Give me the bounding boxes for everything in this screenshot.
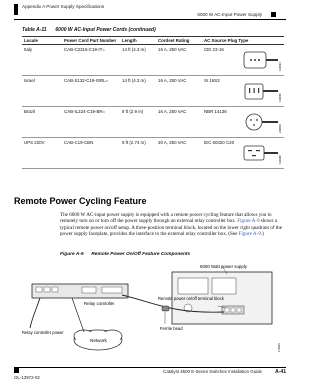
footer-rule bbox=[14, 367, 286, 368]
ferrite-bead bbox=[162, 306, 169, 311]
cell-rating: 20 A, 250 VAC bbox=[156, 138, 202, 169]
figure-id: 270953 bbox=[278, 343, 281, 352]
footer-doc-number: OL-13972-02 bbox=[14, 375, 40, 380]
cell-plug bbox=[202, 107, 284, 138]
figure-link[interactable]: Figure A-9 bbox=[238, 231, 261, 238]
plug-type-label: CEI 23-16 bbox=[204, 47, 224, 52]
footer-marker bbox=[14, 368, 19, 373]
relay-controller-label: Relay controller bbox=[84, 301, 115, 306]
cell-part-number: CAB-C2316-C19-IT= bbox=[62, 45, 120, 76]
cell-rating: 16 A, 250 VAC bbox=[156, 76, 202, 107]
remote-power-figure bbox=[22, 262, 284, 360]
network-label: Network bbox=[90, 338, 107, 343]
plug-type-label: SI 16S3 bbox=[204, 78, 220, 83]
cell-locale: Italy bbox=[22, 45, 62, 76]
table-row bbox=[22, 107, 284, 138]
cell-plug bbox=[202, 45, 284, 76]
cell-rating: 16 A, 250 VAC bbox=[156, 107, 202, 138]
col-header-plug-type: AC Source Plug Type bbox=[202, 37, 284, 45]
cell-locale: UPS 220V bbox=[22, 138, 62, 169]
cell-locale: Brazil bbox=[22, 107, 62, 138]
section-body bbox=[60, 212, 284, 238]
header-marker bbox=[271, 12, 276, 17]
header-bar bbox=[14, 4, 18, 15]
figure-caption-title: Remote Power On/Off Feature Components bbox=[91, 252, 191, 257]
cell-locale: Israel bbox=[22, 76, 62, 107]
ferrite-label: Ferrite bead bbox=[160, 326, 183, 331]
plug-illustration-italy bbox=[232, 49, 282, 73]
table-caption-number: Table A-11 bbox=[22, 27, 47, 33]
plug-fig-id: 239954 bbox=[279, 124, 282, 133]
table-caption-title: 6000 W AC-Input Power Cords (continued) bbox=[55, 27, 156, 33]
footer-guide-title: Catalyst 4500 E-Series Switches Installation Guide bbox=[163, 369, 262, 374]
cell-length: 9 ft (2.74 m) bbox=[120, 138, 156, 169]
cell-part-number: CAB-IL224-C19-BR= bbox=[62, 107, 120, 138]
running-header-right: 6000 W AC-Input Power Supply bbox=[197, 12, 262, 17]
plug-illustration-israel bbox=[232, 80, 282, 104]
body-text-part: The 6000 W AC-input power supply is equipped with a remote power cycling feature that allows you to remotely turn on or turn off the power supply through an external relay controller box. bbox=[60, 212, 272, 225]
plug-illustration-ups bbox=[232, 142, 282, 166]
col-header-locale: Locale bbox=[22, 37, 62, 45]
col-header-length: Length bbox=[120, 37, 156, 45]
cell-part-number: CAB-C19-CBN bbox=[62, 138, 120, 169]
cell-plug bbox=[202, 138, 284, 169]
cell-length: 8 ft (2.9 m) bbox=[120, 107, 156, 138]
cell-length: 14 ft (4.3 m) bbox=[120, 76, 156, 107]
header-rule bbox=[14, 19, 286, 20]
body-text-part: .) bbox=[260, 231, 264, 238]
cell-length: 14 ft (4.3 m) bbox=[120, 45, 156, 76]
figure-link[interactable]: Figure A-9 bbox=[237, 218, 260, 225]
plug-fig-id: 130095 bbox=[279, 93, 282, 102]
power-cord-table bbox=[22, 36, 284, 169]
table-caption bbox=[22, 27, 156, 33]
figure-caption-number: Figure A-9 bbox=[60, 252, 84, 257]
relay-controller-box bbox=[32, 284, 128, 298]
plug-type-label: NBR 14136 bbox=[204, 109, 227, 114]
plug-illustration-brazil bbox=[232, 111, 282, 135]
col-header-part-number: Power Cord Part Number bbox=[62, 37, 120, 45]
table-header-row bbox=[22, 37, 284, 45]
table-row bbox=[22, 138, 284, 169]
cell-rating: 16 A, 250 VAC bbox=[156, 45, 202, 76]
plug-fig-id: 130094 bbox=[279, 62, 282, 71]
relay-power-label: Relay controller power bbox=[22, 330, 64, 335]
cell-plug bbox=[202, 76, 284, 107]
col-header-rating: Cordset Rating bbox=[156, 37, 202, 45]
psu-label: 6000 Watt power supply bbox=[200, 264, 247, 269]
plug-type-label: IEC 60320 C20 bbox=[204, 140, 235, 145]
body-text-part: shows a typical remote power on/off setup. A three-position terminal block, located on the lower right quadrant of the power supply faceplate, provides the interface to the external relay controller box. (See bbox=[60, 218, 282, 238]
table-row bbox=[22, 76, 284, 107]
section-title: Remote Power Cycling Feature bbox=[14, 196, 147, 206]
table-row bbox=[22, 45, 284, 76]
page-number: A-41 bbox=[275, 369, 286, 375]
cell-part-number: CAB-S132-C19-ISRL= bbox=[62, 76, 120, 107]
plug-fig-id: 130096 bbox=[279, 155, 282, 164]
remote-block-label: Remote power on/off terminal block bbox=[158, 296, 224, 301]
figure-caption bbox=[60, 252, 190, 257]
running-header-left: Appendix A Power Supply Specifications bbox=[22, 4, 105, 9]
